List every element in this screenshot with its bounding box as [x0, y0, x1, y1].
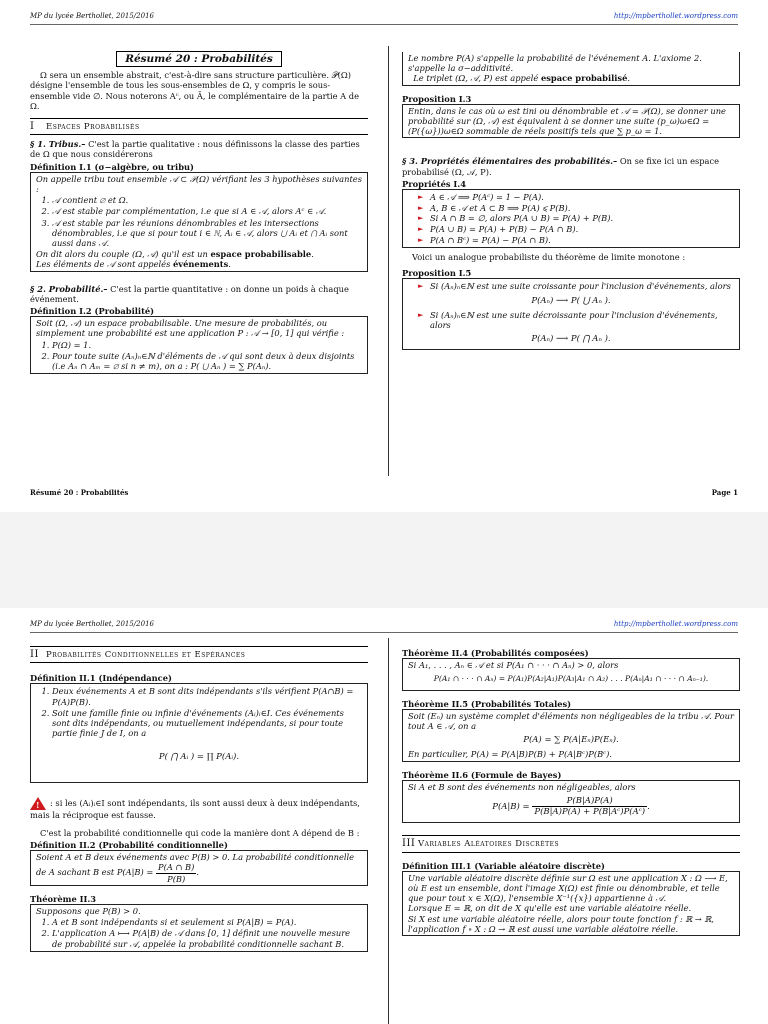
header-left: MP du lycée Berthollet, 2015/2016: [30, 12, 154, 20]
header-link[interactable]: http://mpberthollet.wordpress.com: [613, 12, 738, 20]
header-rule: [30, 632, 738, 633]
definition-3-1-line: Une variable aléatoire discrète définie sur Ω est une application X : Ω ⟶ E, où E est un ensemble, dont l'image X(Ω) est finie ou dénombrable, et telle que pour tout x ∈ X(Ω), l'ensemble X⁻¹({x}) appartienne à 𝒜.: [408, 872, 728, 904]
theorem-2-5-extra: En particulier, P(A) = P(A|B)P(B) + P(A|Bᶜ)P(Bᶜ).: [408, 749, 612, 760]
bayes-formula: P(A|B) = $\frac{P(B|A)P(A)}{\text{P(B|A)P(A) + P(B|Aᶜ)P(Aᶜ)}}$ .: [492, 796, 650, 818]
theorem-2-6-text: Si A et B sont des événements non négligeables, alors: [408, 781, 636, 792]
page2-right-column: [402, 646, 740, 936]
definition-2-1-item: 2. Soit une famille finie ou infinie d'événements (Aᵢ)ᵢ∈I. Ces événements sont dits indépendants, ou mutuellement indépendants, si pour toute partie finie J de I, on a: [52, 708, 362, 739]
prob-remark-box: [402, 52, 740, 86]
proposition-1-5-formula-1: P(Aₙ) ⟶ P( ⋃ Aₙ ).: [531, 295, 611, 306]
definition-3-1-box: [402, 871, 740, 936]
theorem-2-3-item: 1. A et B sont indépendants si et seulement si P(A|B) = P(A).: [52, 917, 362, 927]
definition-1-1-item: 3. 𝒜 est stable par les réunions dénombrables et les intersections dénombrables, i.e que si pour tout i ∈ ℕ, Aᵢ ∈ 𝒜, alors ⋃ Aᵢ et ⋂ Aᵢ sont aussi dans 𝒜.: [52, 218, 362, 249]
theorem-2-4-box: [402, 658, 740, 690]
definition-1-1-outro-2: Les éléments de 𝒜 sont appelés événements.: [36, 259, 231, 270]
definition-1-1-label: Définition I.1 (σ−algèbre, ou tribu): [30, 161, 194, 172]
footer-page-number: Page 1: [711, 488, 738, 497]
proposition-1-5-label: Proposition I.5: [402, 268, 472, 279]
warning-note: !: si les (Aᵢ)ᵢ∈I sont indépendants, ils sont aussi deux à deux indépendants, mais la réciproque est fausse.: [30, 797, 368, 820]
definition-1-2-intro: Soit (Ω, 𝒜) un espace probabilisable. Une mesure de probabilités, ou simplement une probabilité est une application P : 𝒜 → [0, 1] qui vérifie :: [36, 318, 345, 339]
property-item: ► P(A ∩ Bᶜ) = P(A) − P(A ∩ B).: [418, 235, 734, 245]
header-link[interactable]: http://mpberthollet.wordpress.com: [613, 620, 738, 628]
conditional-intro: C'est la probabilité conditionnelle qui code la manière dont A dépend de B :: [40, 827, 360, 838]
page1-right-column: [402, 52, 740, 350]
analog-text: Voici un analogue probabiliste du théorème de limite monotone :: [412, 252, 686, 263]
definition-2-1-box: [30, 683, 368, 782]
definition-2-2-box: Soient A et B deux événements avec P(B) > 0. La probabilité conditionnelle de A sachant B est P(A|B) = $\frac{P(A \cap B)}{P(B)}$ .: [30, 850, 368, 886]
subsection-2: § 2. Probabilité.– C'est la partie quantitative : on donne un poids à chaque événement.: [30, 283, 349, 304]
prob-remark-text: Le nombre P(A) s'appelle la probabilité de l'événement A. L'axiome 2. s'appelle la σ−additivité.: [408, 53, 702, 74]
definition-2-1-item: 1. Deux événements A et B sont dits indépendants s'ils vérifient P(A∩B) = P(A)P(B).: [52, 686, 362, 706]
theorem-2-5-label: Théorème II.5 (Probabilités Totales): [402, 698, 572, 709]
section-2-heading: II Probabilités Conditionnelles et Espérances: [30, 646, 368, 663]
theorem-2-4-text: Si A₁, . . . , Aₙ ∈ 𝒜 et si P(A₁ ∩ · · · ∩ Aₙ) > 0, alors: [408, 660, 619, 671]
page1-left-column: [30, 52, 368, 374]
proposition-1-3-label: Proposition I.3: [402, 93, 472, 104]
proposition-1-3-text: Entin, dans le cas où ω est tini ou dénombrable et 𝒜 = 𝒫(Ω), se donner une probabilité sur (Ω, 𝒜) est équivalent à se donner une suite (p_ω)ω∈Ω = (P({ω}))ω∈Ω sommable de réels positifs tels que ∑ p_ω = 1.: [408, 105, 726, 137]
definition-3-1-line: Si X est une variable aléatoire réelle, alors pour toute fonction f : ℝ → ℝ, l'application f ∘ X : Ω → ℝ est aussi une variable aléatoire réelle.: [408, 913, 714, 934]
definition-3-1-label: Définition III.1 (Variable aléatoire discrète): [402, 860, 605, 871]
prob-triplet-text: Le triplet (Ω, 𝒜, P) est appelé espace probabilisé.: [413, 73, 631, 84]
definition-2-1-label: Définition II.1 (Indépendance): [30, 673, 172, 684]
definition-1-2-item: 2. Pour toute suite (Aₙ)ₙ∈ℕ d'éléments de 𝒜 qui sont deux à deux disjoints (i.e Aₙ ∩ Aₘ = ∅ si n ≠ m), on a : P( ⋃ Aₙ ) = ∑ P(Aₙ).: [52, 351, 362, 371]
theorem-2-6-label: Théorème II.6 (Formule de Bayes): [402, 769, 562, 780]
subsection-3: § 3. Propriétés élémentaires des probabilités.– On se fixe ici un espace probabilisé (Ω, 𝒜, P).: [402, 156, 720, 177]
definition-3-1-line: Lorsque E = ℝ, on dit de X qu'elle est une variable aléatoire réelle.: [408, 903, 692, 914]
header-left: MP du lycée Berthollet, 2015/2016: [30, 620, 154, 628]
proposition-1-3-box: [402, 104, 740, 139]
page-2: [0, 608, 768, 1024]
theorem-2-3-label: Théorème II.3: [30, 893, 97, 904]
definition-1-1-outro-1: On dit alors du couple (Ω, 𝒜) qu'il est un espace probabilisable.: [36, 249, 314, 260]
definition-1-1-item: 1. 𝒜 contient ∅ et Ω.: [52, 195, 362, 205]
property-item: ► Si A ∩ B = ∅, alors P(A ∪ B) = P(A) + P(B).: [418, 213, 734, 223]
definition-1-2-box: [30, 316, 368, 374]
theorem-2-3-box: [30, 904, 368, 952]
property-item: ► P(A ∪ B) = P(A) + P(B) − P(A ∩ B).: [418, 224, 734, 234]
properties-1-4-box: [402, 189, 740, 248]
theorem-2-5-box: [402, 709, 740, 762]
theorem-2-4-label: Théorème II.4 (Probabilités composées): [402, 648, 589, 658]
definition-1-2-label: Définition I.2 (Probabilité): [30, 306, 155, 317]
warning-icon: [30, 797, 46, 810]
column-divider: [388, 46, 389, 476]
theorem-2-5-text: Soit (Eₙ) un système complet d'éléments non négligeables de la tribu 𝒜. Pour tout A ∈ 𝒜, on a: [408, 710, 734, 732]
properties-1-4-label: Propriétés I.4: [402, 178, 466, 189]
definition-2-2-label: Définition II.2 (Probabilité conditionnelle): [30, 840, 228, 851]
definition-1-2-item: 1. P(Ω) = 1.: [52, 340, 362, 350]
intro-paragraph: Ω sera un ensemble abstrait, c'est-à-dire sans structure particulière. 𝒫(Ω) désigne l'ensemble de tous les sous-ensembles de Ω, y compris le sous-ensemble vide ∅. Nous noterons Aᶜ, ou Ā, le complémentaire de la partie A de Ω.: [30, 70, 360, 111]
section-1-heading: I Espaces Probabilisés: [30, 118, 368, 135]
proposition-1-5-item: ► Si (Aₙ)ₙ∈ℕ est une suite croissante pour l'inclusion d'événements, alors: [418, 281, 734, 291]
subsection-1: § 1. Tribus.– C'est la partie qualitative : nous définissons la classe des parties de Ω que nous considérerons: [30, 139, 360, 160]
definition-2-2-text: Soient A et B deux événements avec P(B) > 0. La probabilité conditionnelle de A sachant B est P(A|B) =: [36, 852, 355, 878]
definition-1-1-box: [30, 172, 368, 272]
definition-2-2-fraction: $\frac{P(A \cap B)}{P(B)}$: [158, 862, 195, 884]
theorem-2-3-intro: Supposons que P(B) > 0.: [36, 906, 141, 917]
section-3-heading: III Variables Aléatoires Discrètes: [402, 835, 740, 852]
proposition-1-5-box: [402, 278, 740, 350]
proposition-1-5-formula-2: P(Aₙ) ⟶ P( ⋂ Aₙ ).: [531, 334, 611, 345]
theorem-2-6-box: [402, 780, 740, 824]
summary-title: Résumé 20 : Probabilités: [30, 54, 368, 64]
definition-1-1-item: 2. 𝒜 est stable par complémentation, i.e que si A ∈ 𝒜, alors Aᶜ ∈ 𝒜.: [52, 206, 362, 216]
theorem-2-3-item: 2. L'application A ⟼ P(A|B) de 𝒜 dans [0, 1] définit une nouvelle mesure de probabilité sur 𝒜, appelée la probabilité conditionnelle sachant B.: [52, 928, 362, 948]
property-item: ► A ∈ 𝒜 ⟹ P(Aᶜ) = 1 − P(A).: [418, 192, 734, 202]
property-item: ► A, B ∈ 𝒜 et A ⊂ B ⟹ P(A) ⩽ P(B).: [418, 203, 734, 213]
page-gap: [0, 512, 768, 608]
proposition-1-5-item: ► Si (Aₙ)ₙ∈ℕ est une suite décroissante pour l'inclusion d'événements, alors: [418, 310, 734, 330]
theorem-2-5-formula: P(A) = ∑ P(A|Eₙ)P(Eₙ).: [523, 735, 619, 746]
theorem-2-4-formula: P(A₁ ∩ · · · ∩ Aₙ) = P(A₁)P(A₂|A₁)P(A₃|A₁ ∩ A₂) . . . P(Aₙ|A₁ ∩ · · · ∩ Aₙ₋₁).: [433, 674, 709, 684]
header-rule: [30, 24, 738, 25]
footer-left: Résumé 20 : Probabilités: [30, 488, 129, 497]
page2-left-column: [30, 640, 368, 952]
column-divider: [388, 638, 389, 1024]
definition-1-1-intro: On appelle tribu tout ensemble 𝒜 ⊂ 𝒫(Ω) vérifiant les 3 hypothèses suivantes :: [36, 173, 362, 195]
definition-2-1-formula: P( ⋂ Aᵢ ) = ∏ P(Aᵢ).: [158, 752, 240, 763]
